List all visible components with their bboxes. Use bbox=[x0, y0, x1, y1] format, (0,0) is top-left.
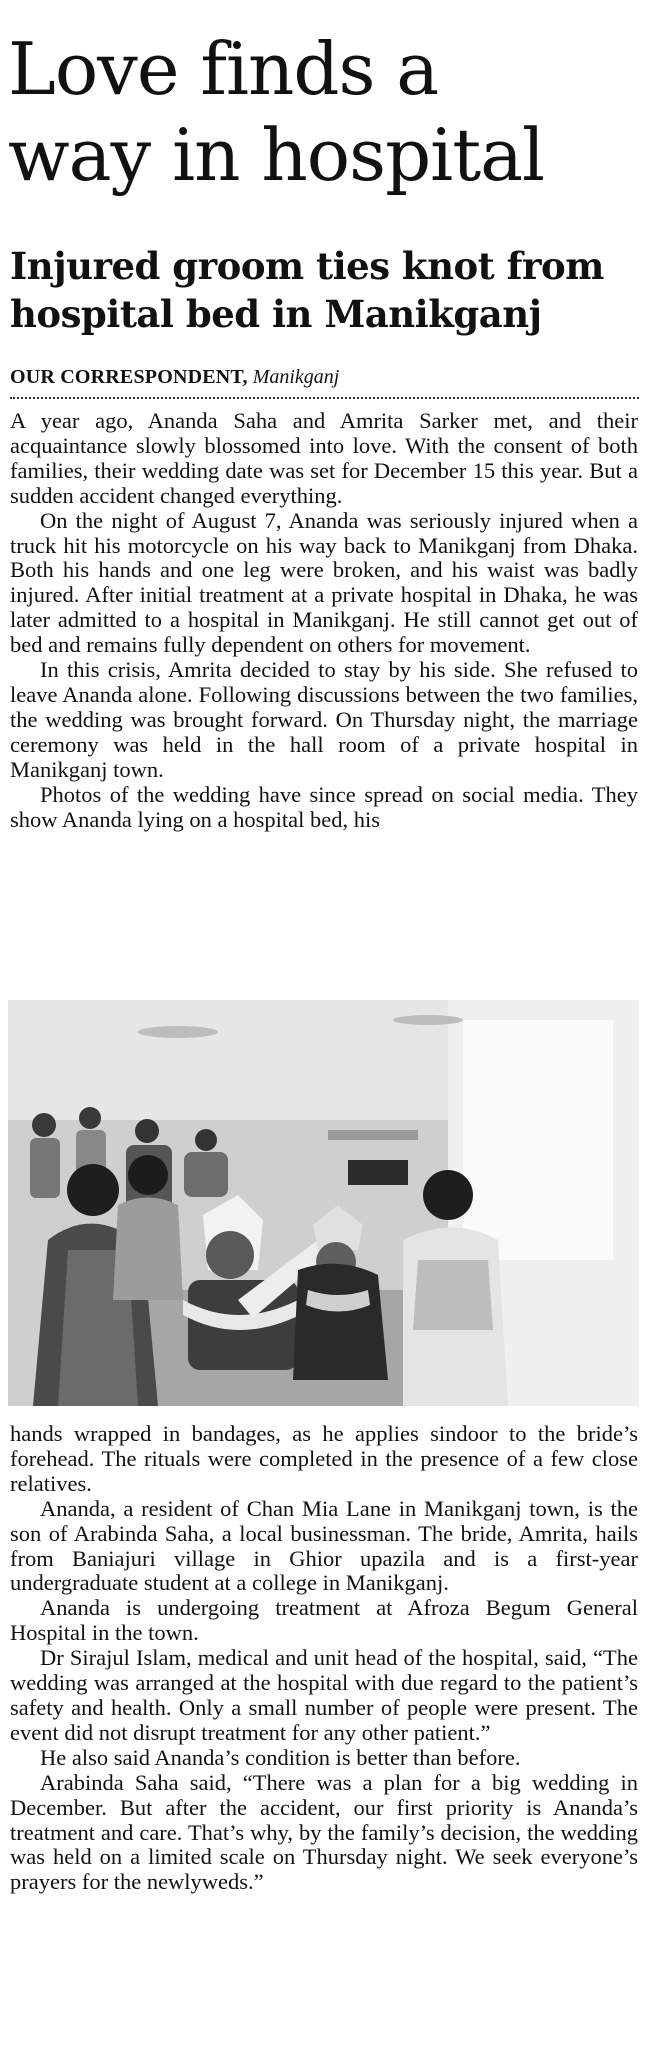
headline bbox=[8, 26, 648, 198]
paragraph: Dr Sirajul Islam, medical and unit head of the hospital, said, “The wedding was arranged at the hospital with due regard to the patient’s safety and health. Only a small number of people were present. The event did not disrupt treatment for any other patient.” bbox=[10, 1645, 638, 1745]
article-body-bottom bbox=[10, 1422, 638, 1895]
paragraph: Arabinda Saha said, “There was a plan for a big wedding in December. But after the accident, our first priority is Ananda’s treatment and care. That’s why, by the family’s decision, the wedding was held on a limited scale on Thursday night. We seek everyone’s prayers for the newlyweds.” bbox=[10, 1769, 638, 1895]
subheadline bbox=[10, 242, 640, 338]
paragraph: Photos of the wedding have since spread on social media. They show Ananda lying on a hospital bed, his bbox=[10, 781, 638, 832]
byline-location: Manikganj bbox=[252, 366, 340, 388]
paragraph: In this crisis, Amrita decided to stay by his side. She refused to leave Ananda alone. Following discussions between the two families, the wedding was brought forward. On Thursday night, the marriage ceremony was held in the hall room of a private hospital in Manikganj town. bbox=[10, 657, 638, 782]
paragraph: Ananda, a resident of Chan Mia Lane in Manikganj town, is the son of Arabinda Saha, a local businessman. The bride, Amrita, hails from Baniajuri village in Ghior upazila and is a first-year undergraduate student at a college in Manikganj. bbox=[10, 1495, 638, 1596]
dotted-divider bbox=[10, 397, 639, 399]
subheadline-line-1: Injured groom ties knot from bbox=[10, 244, 604, 288]
byline bbox=[10, 365, 640, 389]
paragraph: hands wrapped in bandages, as he applies sindoor to the bride’s forehead. The rituals were completed in the presence of a few close relatives. bbox=[10, 1421, 638, 1496]
paragraph: On the night of August 7, Ananda was seriously injured when a truck hit his motorcycle on his way back to Manikganj from Dhaka. Both his hands and one leg were broken, and his waist was badly injured. After initial treatment at a private hospital in Dhaka, he was later admitted to a hospital in Manikganj. He still cannot get out of bed and remains fully dependent on others for movement. bbox=[10, 507, 638, 658]
headline-line-1: Love finds a bbox=[8, 27, 439, 111]
paragraph: He also said Ananda’s condition is better than before. bbox=[40, 1744, 521, 1770]
paragraph: A year ago, Ananda Saha and Amrita Sarker met, and their acquaintance slowly blossomed into love. With the consent of both families, their wedding date was set for December 15 this year. But a sudden accident changed everything. bbox=[10, 408, 638, 508]
headline-line-2: way in hospital bbox=[8, 113, 545, 197]
subheadline-line-2: hospital bed in Manikganj bbox=[10, 292, 542, 336]
paragraph: Ananda is undergoing treatment at Afroza Begum General Hospital in the town. bbox=[10, 1595, 638, 1646]
byline-author: OUR CORRESPONDENT, bbox=[10, 366, 248, 388]
wedding-photo bbox=[8, 1000, 639, 1406]
article-body-top bbox=[10, 409, 638, 832]
